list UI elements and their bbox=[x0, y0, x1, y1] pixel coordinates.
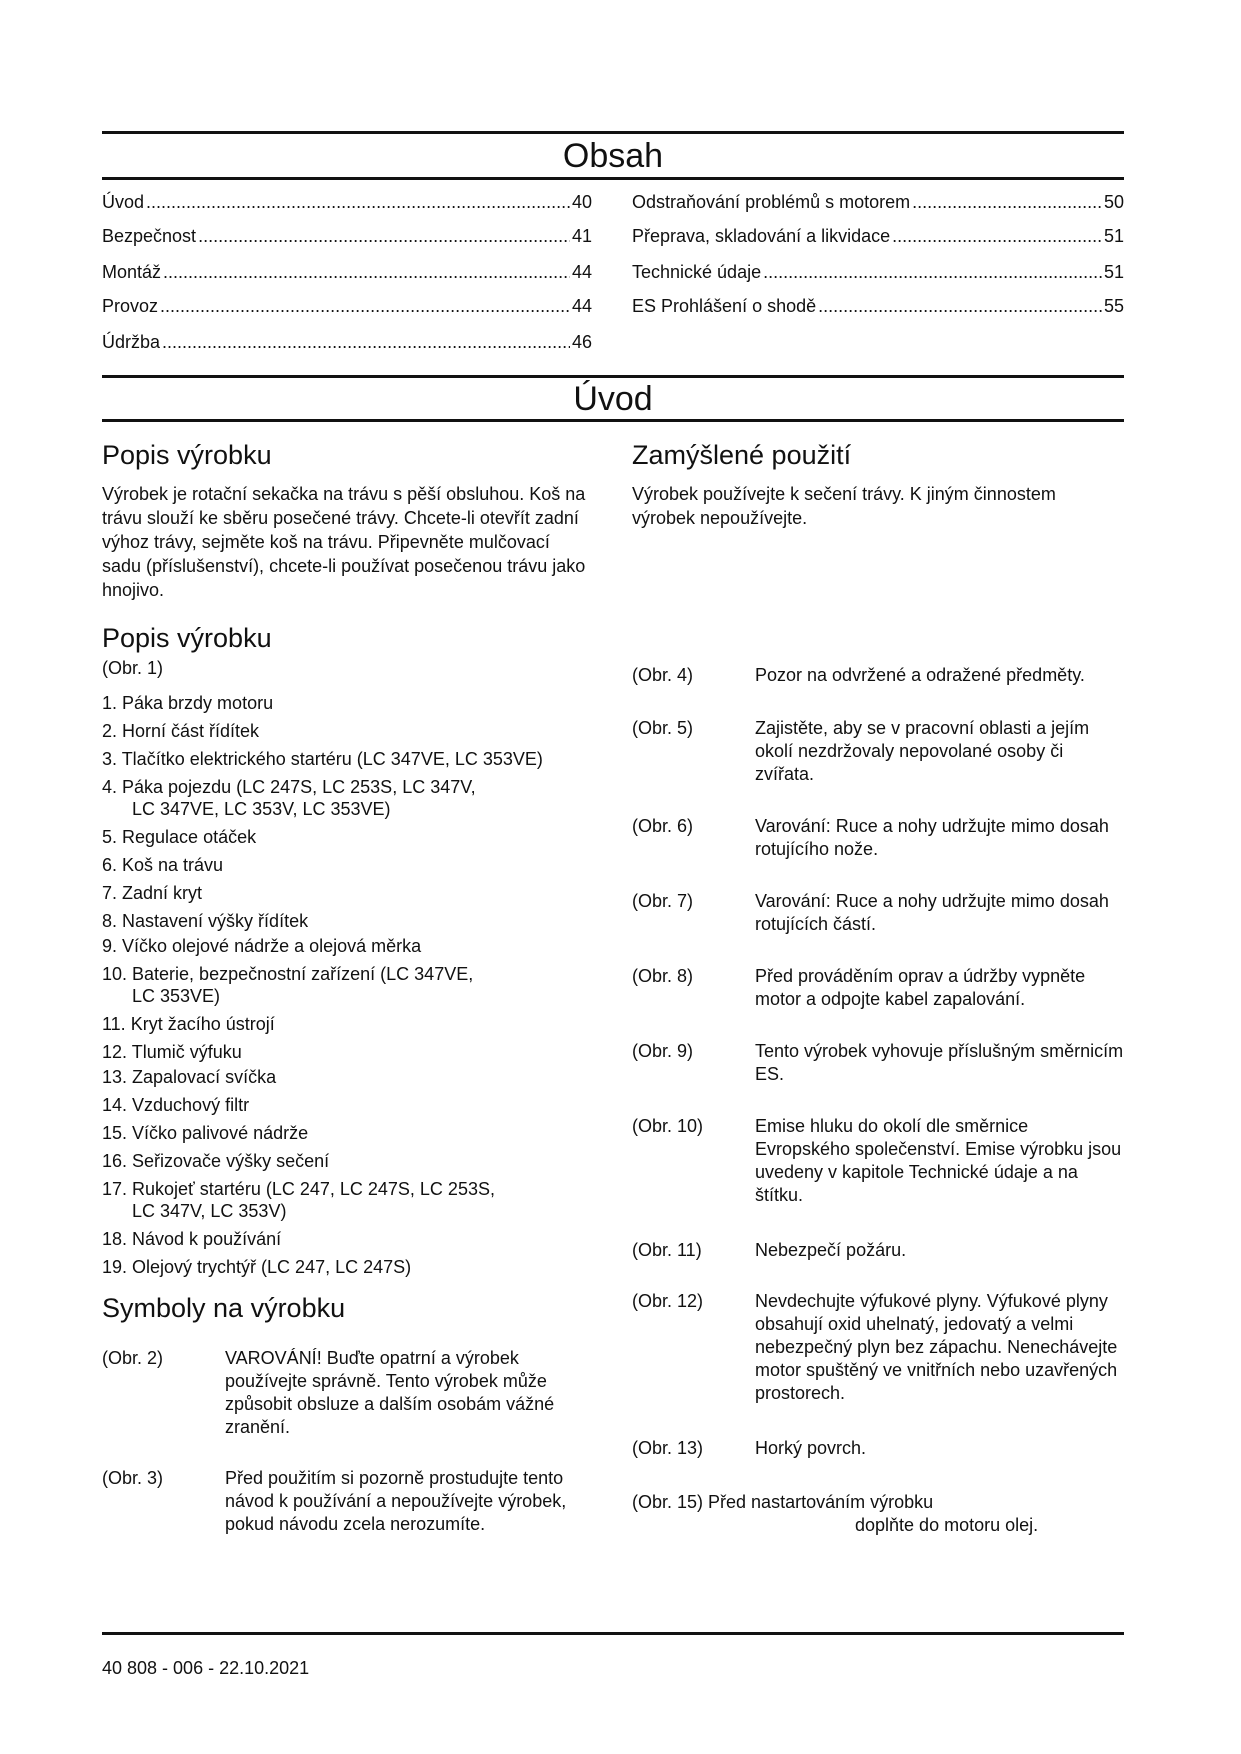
toc-entry-udrzba[interactable] bbox=[102, 332, 592, 353]
toc-page: 44 bbox=[571, 296, 592, 316]
toc-bottom-rule bbox=[102, 177, 1124, 180]
symbol-ref: (Obr. 8) bbox=[632, 966, 694, 986]
obr15-line2: doplňte do motoru olej. bbox=[855, 1515, 1039, 1535]
list-item: 18. Návod k používání bbox=[102, 1229, 282, 1249]
list-item: 1. Páka brzdy motoru bbox=[102, 693, 274, 713]
symbol-ref: (Obr. 11) bbox=[632, 1240, 702, 1260]
toc-entry-technicke[interactable] bbox=[632, 262, 1124, 283]
list-item: 14. Vzduchový filtr bbox=[102, 1095, 250, 1115]
symbol-ref: (Obr. 10) bbox=[632, 1116, 704, 1136]
popis-text: Výrobek je rotační sekačka na trávu s pěší obsluhou. Koš na trávu slouží ke sběru posečené trávy. Chcete-li otevřít zadní výhoz trávy, sejměte koš na trávu. Připevněte mulčovací sadu (příslušenství), chcete-li používat posečenou trávu jako hnojivo. bbox=[102, 484, 586, 600]
symbol-ref: (Obr. 13) bbox=[632, 1438, 704, 1458]
list-item: 11. Kryt žacího ústrojí bbox=[102, 1014, 275, 1034]
toc-page: 41 bbox=[571, 226, 592, 246]
toc-entry-es-prohlaseni[interactable] bbox=[632, 296, 1124, 317]
symboly-heading: Symboly na výrobku bbox=[102, 1293, 346, 1323]
symbol-text: Před použitím si pozorně prostudujte tento návod k používání a nepoužívejte výrobek, pokud návodu zcela nerozumíte. bbox=[225, 1468, 567, 1534]
symbol-ref: (Obr. 3) bbox=[102, 1468, 164, 1488]
toc-label: Přeprava, skladování a likvidace bbox=[632, 226, 891, 246]
list-item: 13. Zapalovací svíčka bbox=[102, 1067, 277, 1087]
intro-bottom-rule bbox=[102, 419, 1124, 422]
list-item: 19. Olejový trychtýř (LC 247, LC 247S) bbox=[102, 1257, 412, 1277]
obr15-line1: (Obr. 15) Před nastartováním výrobku bbox=[632, 1492, 934, 1512]
symbol-text: Varování: Ruce a nohy udržujte mimo dosah rotujících částí. bbox=[755, 891, 1109, 934]
toc-page: 55 bbox=[1103, 296, 1124, 316]
zamyslene-heading: Zamýšlené použití bbox=[632, 440, 852, 470]
toc-entry-uvod[interactable] bbox=[102, 192, 592, 213]
toc-page: 50 bbox=[1103, 192, 1124, 212]
toc-label: Odstraňování problémů s motorem bbox=[632, 192, 911, 212]
zamyslene-text: Výrobek používejte k sečení trávy. K jiným činnostem výrobek nepoužívejte. bbox=[632, 484, 1056, 528]
toc-label: Montáž bbox=[102, 262, 162, 282]
list-item: 12. Tlumič výfuku bbox=[102, 1042, 242, 1062]
list-item: 8. Nastavení výšky řídítek bbox=[102, 911, 309, 931]
symbol-ref: (Obr. 2) bbox=[102, 1348, 164, 1368]
symbol-ref: (Obr. 5) bbox=[632, 718, 694, 738]
symbol-ref: (Obr. 4) bbox=[632, 665, 694, 685]
symbol-text: Emise hluku do okolí dle směrnice Evropského společenství. Emise výrobku jsou uvedeny v kapitole Technické údaje a na štítku. bbox=[755, 1116, 1122, 1205]
list-item: 3. Tlačítko elektrického startéru (LC 347VE, LC 353VE) bbox=[102, 749, 543, 769]
toc-top-rule bbox=[102, 131, 1124, 134]
toc-entry-odstranovani[interactable] bbox=[632, 192, 1124, 213]
symbol-text: Nebezpečí požáru. bbox=[755, 1240, 907, 1260]
list-item: 15. Víčko palivové nádrže bbox=[102, 1123, 309, 1143]
toc-page: 51 bbox=[1103, 262, 1124, 282]
intro-top-rule bbox=[102, 375, 1124, 378]
toc-page: 44 bbox=[571, 262, 592, 282]
toc-label: Technické údaje bbox=[632, 262, 762, 282]
list-item: 6. Koš na trávu bbox=[102, 855, 224, 875]
symbol-ref: (Obr. 7) bbox=[632, 891, 694, 911]
toc-label: Úvod bbox=[102, 192, 145, 212]
symbol-text: Před prováděním oprav a údržby vypněte motor a odpojte kabel zapalování. bbox=[755, 966, 1086, 1009]
toc-page: 40 bbox=[571, 192, 592, 212]
list-item: 9. Víčko olejové nádrže a olejová měrka bbox=[102, 936, 422, 956]
symbol-text: Pozor na odvržené a odražené předměty. bbox=[755, 665, 1085, 685]
symbol-text: Nevdechujte výfukové plyny. Výfukové plyny obsahují oxid uhelnatý, jedovatý a velmi nebezpečný plyn bez zápachu. Nenechávejte motor spuštěný ve vnitřních nebo uzavřených prostorech. bbox=[755, 1291, 1118, 1403]
toc-label: Bezpečnost bbox=[102, 226, 197, 246]
toc-entry-bezpecnost[interactable] bbox=[102, 226, 592, 247]
toc-label: ES Prohlášení o shodě bbox=[632, 296, 817, 316]
symbol-text: Horký povrch. bbox=[755, 1438, 867, 1458]
popis-parts-heading: Popis výrobku bbox=[102, 623, 272, 653]
symbol-ref: (Obr. 9) bbox=[632, 1041, 694, 1061]
list-item: 4. Páka pojezdu (LC 247S, LC 253S, LC 347V, LC 347VE, LC 353V, LC 353VE) bbox=[102, 777, 476, 819]
list-item: 5. Regulace otáček bbox=[102, 827, 257, 847]
toc-entry-preprava[interactable] bbox=[632, 226, 1124, 247]
list-item: 2. Horní část řídítek bbox=[102, 721, 260, 741]
toc-label: Údržba bbox=[102, 332, 161, 352]
symbol-ref: (Obr. 6) bbox=[632, 816, 694, 836]
symbol-text: Zajistěte, aby se v pracovní oblasti a jejím okolí nezdržovaly nepovolané osoby či zvířata. bbox=[755, 718, 1090, 784]
toc-page: 51 bbox=[1103, 226, 1124, 246]
footer-rule bbox=[102, 1632, 1124, 1635]
toc-entry-montaz[interactable] bbox=[102, 262, 592, 283]
parts-list bbox=[102, 692, 602, 1284]
toc-title: Obsah bbox=[562, 137, 664, 175]
list-item: 10. Baterie, bezpečnostní zařízení (LC 347VE, LC 353VE) bbox=[102, 964, 474, 1006]
symbol-ref: (Obr. 12) bbox=[632, 1291, 704, 1311]
footer-doc-id: 40 808 - 006 - 22.10.2021 bbox=[102, 1658, 310, 1678]
toc-entry-provoz[interactable] bbox=[102, 296, 592, 317]
list-item: 16. Seřizovače výšky sečení bbox=[102, 1151, 330, 1171]
intro-title: Úvod bbox=[573, 380, 653, 418]
list-item: 7. Zadní kryt bbox=[102, 883, 203, 903]
toc-page: 46 bbox=[571, 332, 592, 352]
popis-heading: Popis výrobku bbox=[102, 440, 272, 470]
symbol-text: Tento výrobek vyhovuje příslušným směrnicím ES. bbox=[755, 1041, 1124, 1084]
symbol-text: VAROVÁNÍ! Buďte opatrní a výrobek používejte správně. Tento výrobek může způsobit obsluze a dalším osobám vážné zranění. bbox=[225, 1348, 555, 1437]
toc-label: Provoz bbox=[102, 296, 159, 316]
list-item: 17. Rukojeť startéru (LC 247, LC 247S, LC 253S, LC 347V, LC 353V) bbox=[102, 1179, 495, 1221]
symbol-text: Varování: Ruce a nohy udržujte mimo dosah rotujícího nože. bbox=[755, 816, 1109, 859]
popis-parts-ref: (Obr. 1) bbox=[102, 658, 164, 678]
